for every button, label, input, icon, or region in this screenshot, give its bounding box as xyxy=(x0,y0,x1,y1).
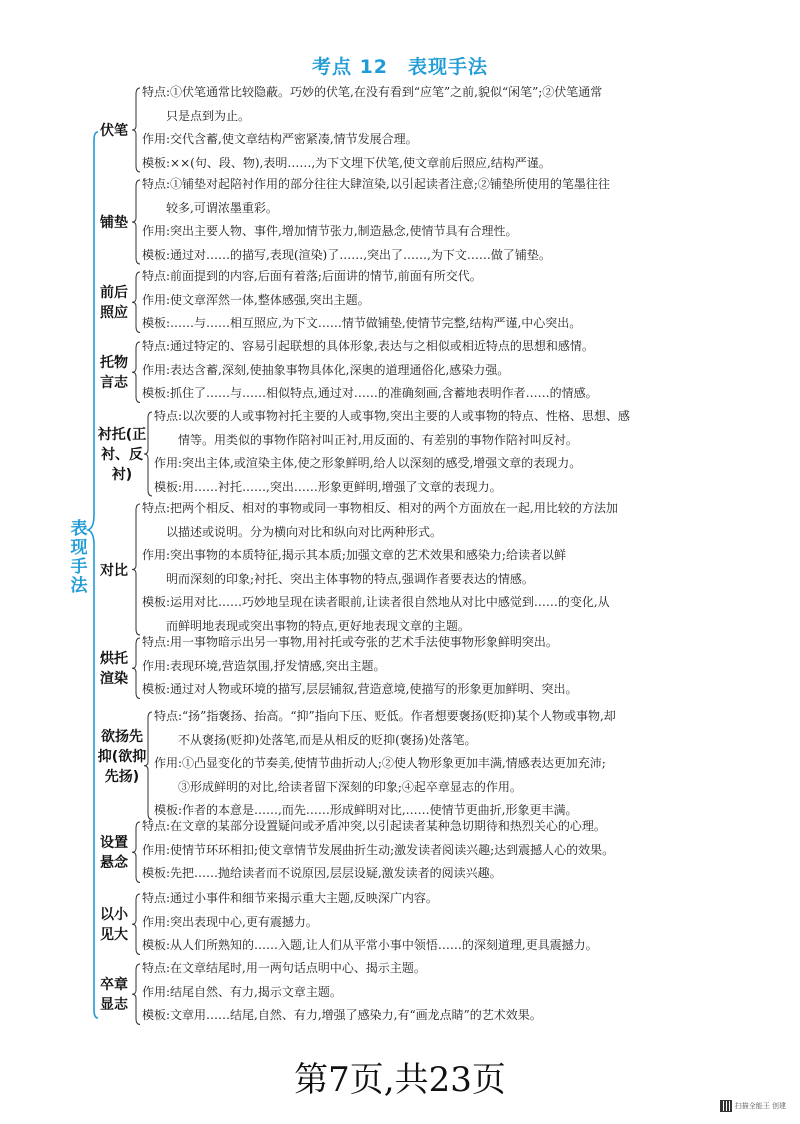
section-brace xyxy=(132,964,140,1025)
section-line: 作用:突出主要人物、事件,增加情节张力,制造悬念,使情节具有合理性。 xyxy=(142,224,518,238)
section-line: 而鲜明地表现或突出事物的特点,更好地表现文章的主题。 xyxy=(142,618,470,633)
section-line: 不从褒扬(贬抑)处落笔,而是从相反的贬抑(褒扬)处落笔。 xyxy=(154,732,477,747)
section-line: 模板:作者的本意是……,而先……形成鲜明对比,……使情节更曲折,形象更丰满。 xyxy=(154,803,578,817)
section-line: 明而深刻的印象;衬托、突出主体事物的特点,强调作者要表达的情感。 xyxy=(142,571,534,586)
scanner-badge: 扫描全能王 创建 xyxy=(720,1100,786,1112)
section-line: 特点:把两个相反、相对的事物或同一事物相反、相对的两个方面放在一起,用比较的方法加 xyxy=(142,501,618,515)
section-brace xyxy=(132,822,140,883)
page-title: 考点 12 表现手法 xyxy=(311,56,489,78)
section-label: 托物言志 xyxy=(100,355,128,392)
section-line: 以描述或说明。分为横向对比和纵向对比两种形式。 xyxy=(142,524,443,539)
section-label: 对比 xyxy=(100,562,128,579)
section-line: 作用:使情节环环相扣;使文章情节发展曲折生动;激发读者阅读兴趣;达到震撼人心的效果。 xyxy=(142,842,615,857)
section-line: 特点:①铺垫对起陪衬作用的部分往往大肆渲染,以引起读者注意;②铺垫所使用的笔墨往往 xyxy=(142,177,610,191)
page-footer: 第7页,共23页 xyxy=(294,1060,506,1100)
section-label: 衬托(正衬、反衬) xyxy=(97,427,147,483)
section-line: 只是点到为止。 xyxy=(142,108,251,123)
section-line: 作用:①凸显变化的节奏美,使情节曲折动人;②使人物形象更加丰满,情感表达更加充沛; xyxy=(154,756,606,770)
section-line: 较多,可谓浓墨重彩。 xyxy=(142,200,278,215)
section-line: 作用:结尾自然、有力,揭示文章主题。 xyxy=(142,984,342,999)
section-line: 特点:通过小事件和细节来揭示重大主题,反映深广内容。 xyxy=(142,891,438,905)
section-brace xyxy=(132,504,140,635)
section-label: 卒章显志 xyxy=(100,977,128,1014)
section-label: 前后照应 xyxy=(100,285,128,322)
section-label: 欲扬先抑(欲抑先扬) xyxy=(97,728,147,785)
section-line: 模板:用……衬托……,突出……形象更鲜明,增强了文章的表现力。 xyxy=(154,479,502,494)
root-label: 表现手法 xyxy=(70,519,88,596)
section-brace xyxy=(132,342,140,403)
section-label: 铺垫 xyxy=(100,215,128,231)
section-line: 作用:突出事物的本质特征,揭示其本质;加强文章的艺术效果和感染力;给读者以鲜 xyxy=(142,548,566,562)
section-label: 以小见大 xyxy=(100,907,128,944)
section-line: 模板:通过对人物或环境的描写,层层铺叙,营造意境,使描写的形象更加鲜明、突出。 xyxy=(142,682,578,696)
section-line: 作用:突出主体,或渲染主体,使之形象鲜明,给人以深刻的感受,增强文章的表现力。 xyxy=(154,456,582,470)
section-label: 烘托渲染 xyxy=(100,651,128,688)
section-label: 伏笔 xyxy=(100,123,128,139)
section-line: 情等。用类似的事物作陪衬叫正衬,用反面的、有差别的事物作陪衬叫反衬。 xyxy=(154,432,578,447)
section-line: 模板:××(句、段、物),表明……,为下文埋下伏笔,使文章前后照应,结构严谨。 xyxy=(142,155,551,170)
section-label: 设置悬念 xyxy=(100,835,128,872)
section-line: 特点:前面提到的内容,后面有着落;后面讲的情节,前面有所交代。 xyxy=(142,269,482,283)
section-line: 特点:在文章的某部分设置疑问或矛盾冲突,以引起读者某种急切期待和热烈关心的心理。 xyxy=(142,819,606,833)
section-line: ③形成鲜明的对比,给读者留下深刻的印象;④起卒章显志的作用。 xyxy=(154,779,522,794)
section-brace xyxy=(132,638,140,699)
section-line: 模板:通过对……的描写,表现(渲染)了……,突出了……,为下文……做了铺垫。 xyxy=(142,247,551,262)
section-line: 模板:先把……抛给读者而不说原因,层层设疑,激发读者的阅读兴趣。 xyxy=(142,866,502,880)
section-line: 特点:①伏笔通常比较隐蔽。巧妙的伏笔,在没有看到“应笔”之前,貌似“闲笔”;②伏笔通常 xyxy=(142,85,603,99)
section-brace xyxy=(132,272,140,333)
section-line: 模板:……与……相互照应,为下文……情节做铺垫,使情节完整,结构严谨,中心突出。 xyxy=(142,316,582,330)
section-line: 特点:以次要的人或事物衬托主要的人或事物,突出主要的人或事物的特点、性格、思想、感 xyxy=(154,409,630,423)
section-line: 作用:表现环境,营造氛围,抒发情感,突出主题。 xyxy=(142,658,386,673)
section-line: 特点:在文章结尾时,用一两句话点明中心、揭示主题。 xyxy=(142,961,426,975)
section-line: 作用:表达含蓄,深刻,使抽象事物具体化,深奥的道理通俗化,感染力强。 xyxy=(142,362,510,377)
section-line: 作用:交代含蓄,使文章结构严密紧凑,情节发展合理。 xyxy=(142,132,418,146)
section-brace xyxy=(132,894,140,955)
section-line: 模板:文章用……结尾,自然、有力,增强了感染力,有“画龙点睛”的艺术效果。 xyxy=(142,1008,542,1022)
qr-icon xyxy=(720,1100,732,1112)
section-line: 模板:抓住了……与……相似特点,通过对……的准确刻画,含蓄地表明作者……的情感。 xyxy=(142,386,598,400)
section-line: 作用:使文章浑然一体,整体感强,突出主题。 xyxy=(142,292,370,307)
section-line: 作用:突出表现中心,更有震撼力。 xyxy=(142,914,318,929)
section-line: 特点:用一事物暗示出另一事物,用衬托或夸张的艺术手法使事物形象鲜明突出。 xyxy=(142,635,558,649)
section-line: 模板:从人们所熟知的……入题,让人们从平常小事中领悟……的深刻道理,更具震撼力。 xyxy=(142,938,598,952)
section-line: 特点:通过特定的、容易引起联想的具体形象,表达与之相似或相近特点的思想和感情。 xyxy=(142,339,594,353)
section-line: 特点:“扬”指褒扬、抬高。“抑”指向下压、贬低。作者想要褒扬(贬抑)某个人物或事物,却 xyxy=(154,709,616,723)
section-brace xyxy=(132,88,140,172)
section-line: 模板:运用对比……巧妙地呈现在读者眼前,让读者很自然地从对比中感觉到……的变化,从 xyxy=(142,595,610,609)
section-brace xyxy=(132,180,140,264)
